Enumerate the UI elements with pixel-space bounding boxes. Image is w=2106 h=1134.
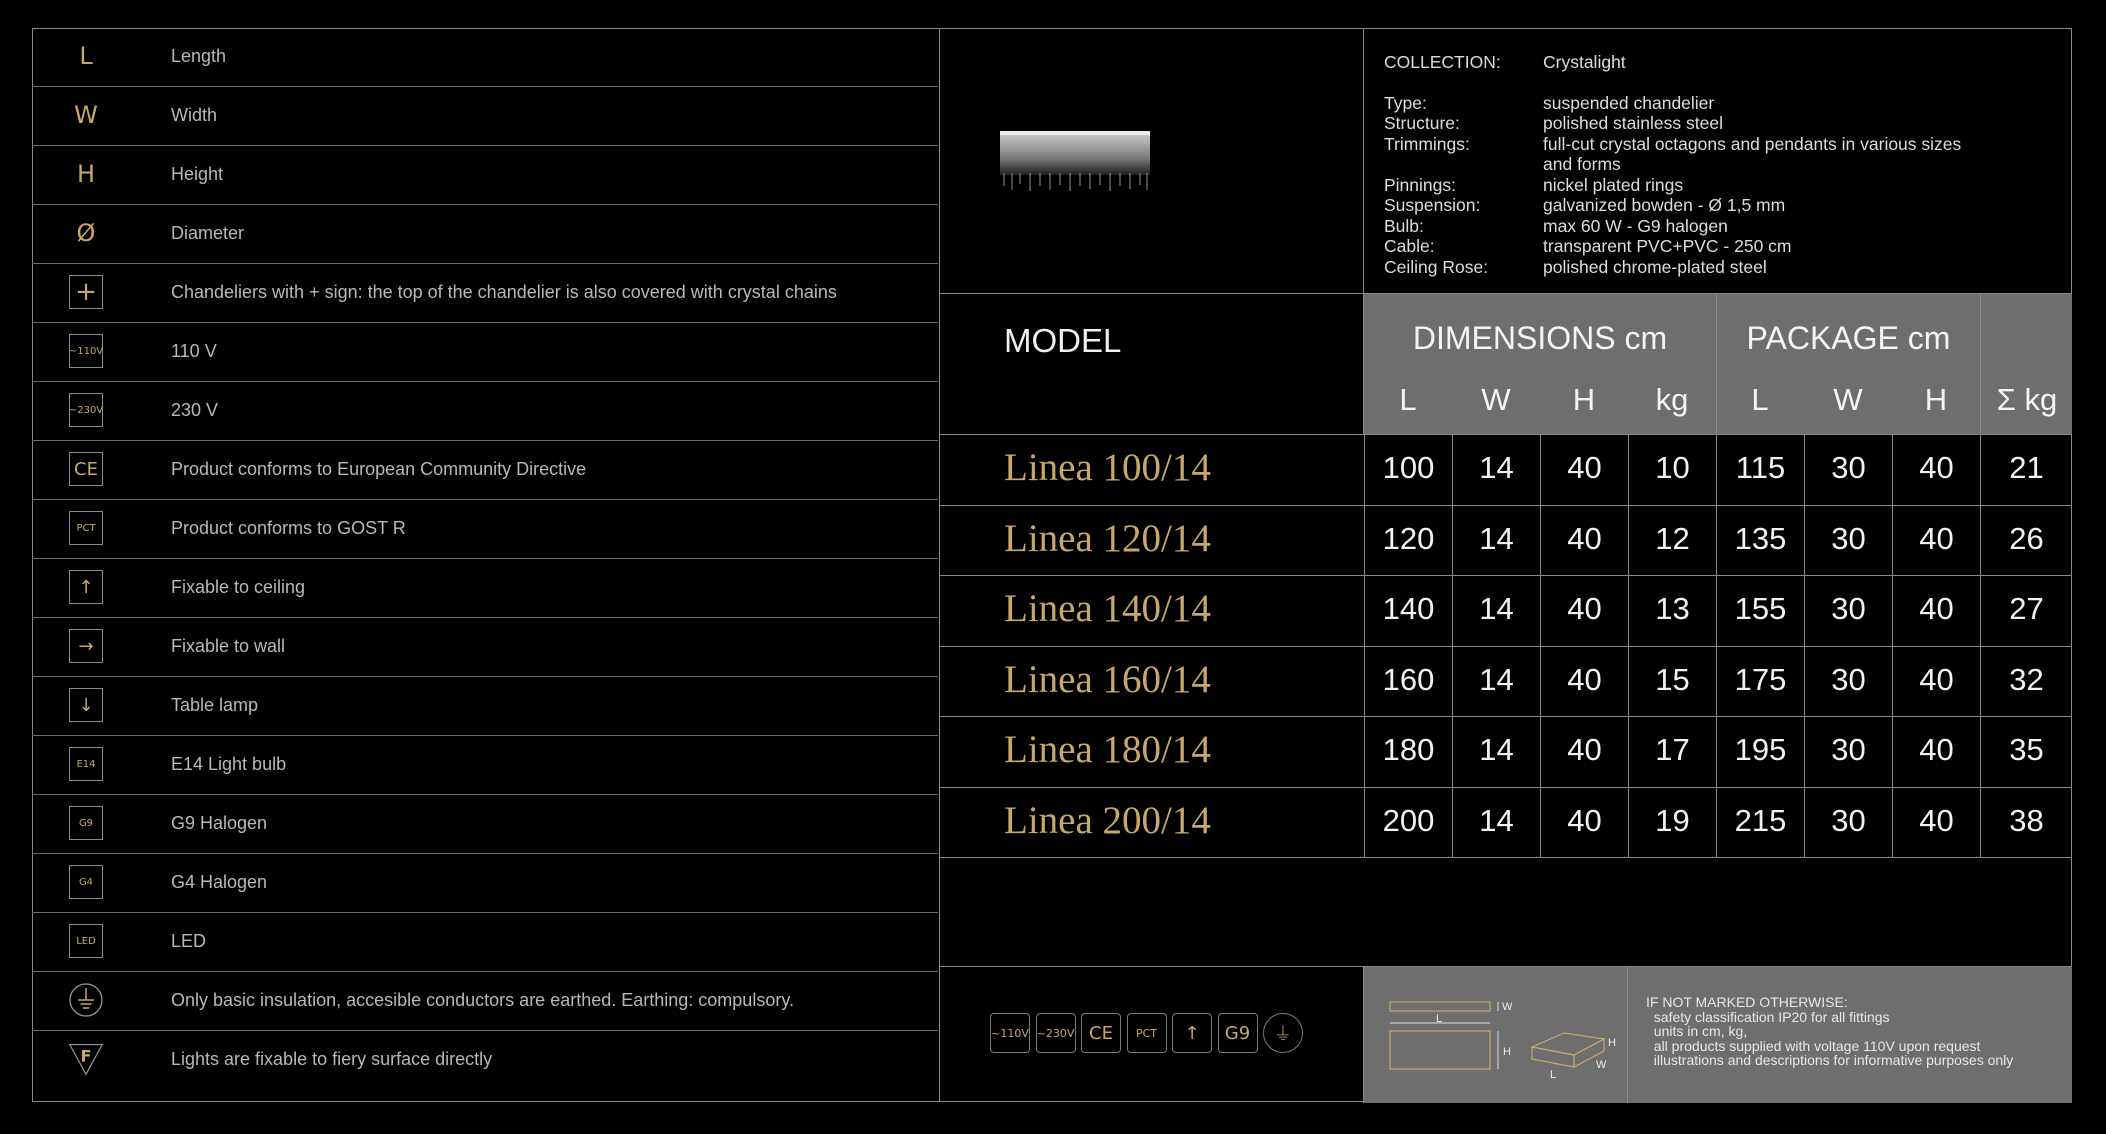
footer — [940, 966, 2072, 1102]
legend-label: G4 Halogen — [171, 872, 268, 892]
cell-l: 180 — [1364, 717, 1452, 787]
cell-pw: 30 — [1804, 717, 1892, 787]
table-row — [940, 575, 2072, 645]
cell-total: 35 — [1980, 717, 2072, 787]
cell-total: 26 — [1980, 506, 2072, 576]
ceiling-mount-icon — [1172, 1013, 1212, 1053]
legend-label: Width — [171, 105, 218, 125]
legend-icon-glyph: CE — [74, 458, 98, 480]
cell-l: 100 — [1364, 435, 1452, 505]
earthing-icon — [68, 982, 104, 1018]
spec-row — [1384, 113, 2072, 134]
spec-key: Bulb: — [1384, 215, 1424, 236]
legend-row — [32, 618, 938, 677]
dim-col-header: kg — [1655, 382, 1689, 417]
plus-sign-icon: + — [68, 274, 104, 310]
dimension-diagram-svg — [1364, 967, 1628, 1103]
collection-row — [1384, 52, 2072, 73]
legend-label: Chandeliers with + sign: the top of the chandelier is also covered with crystal chains — [171, 282, 837, 302]
cell-pw: 30 — [1804, 576, 1892, 646]
spec-key: Type: — [1384, 92, 1427, 113]
legend-label: Product conforms to European Community Directive — [171, 459, 587, 479]
legend-label: Fixable to ceiling — [171, 577, 306, 597]
legend-label: Table lamp — [171, 695, 259, 715]
diagram-h2-label: H — [1608, 1037, 1616, 1049]
dimensions-header: DIMENSIONS cm — [1412, 320, 1668, 356]
table-row — [940, 646, 2072, 716]
height-letter-icon — [68, 156, 104, 192]
cell-pl: 195 — [1716, 717, 1804, 787]
ce-mark-icon — [1081, 1013, 1121, 1053]
cell-l: 160 — [1364, 647, 1452, 717]
cell-h: 40 — [1540, 717, 1628, 787]
legend-label: E14 Light bulb — [171, 754, 287, 774]
legend-label: Product conforms to GOST R — [171, 518, 406, 538]
cell-kg: 12 — [1628, 506, 1716, 576]
cell-pl: 215 — [1716, 788, 1804, 858]
spec-row — [1384, 93, 2072, 114]
spec-row — [1384, 134, 2072, 175]
cell-w: 14 — [1452, 788, 1540, 858]
legend-icon-glyph: E14 — [76, 758, 96, 770]
gost-r-icon — [1127, 1013, 1167, 1053]
e14-bulb-icon — [68, 746, 104, 782]
footer-icon-glyph: CE — [1089, 1022, 1113, 1044]
legend-label: Fixable to wall — [171, 636, 286, 656]
cell-h: 40 — [1540, 788, 1628, 858]
product-sheet — [940, 28, 2072, 1102]
spec-value: max 60 W - G9 halogen — [1543, 215, 1728, 236]
cell-w: 14 — [1452, 506, 1540, 576]
230v-icon — [1036, 1013, 1076, 1053]
model-name: Linea 200/14 — [1004, 798, 1211, 842]
cell-total: 21 — [1980, 435, 2072, 505]
cell-w: 14 — [1452, 435, 1540, 505]
dim-col-header: H — [1572, 382, 1596, 417]
spec-value: galvanized bowden - Ø 1,5 mm — [1543, 195, 1786, 215]
g4-halogen-icon — [68, 864, 104, 900]
legend-row — [32, 1031, 938, 1090]
legend-label: Length — [171, 46, 227, 66]
legend-icon-glyph: L — [79, 42, 93, 70]
footer-notes — [1628, 967, 2072, 1103]
chandelier-image — [940, 28, 1364, 294]
ce-mark-icon — [68, 451, 104, 487]
spec-value: suspended chandelier — [1543, 92, 1715, 113]
cell-pl: 175 — [1716, 647, 1804, 717]
cell-kg: 10 — [1628, 435, 1716, 505]
pkg-col-header: H — [1924, 382, 1948, 417]
cell-ph: 40 — [1892, 576, 1980, 646]
legend-row — [32, 441, 938, 500]
cell-pl: 135 — [1716, 506, 1804, 576]
cell-h: 40 — [1540, 576, 1628, 646]
legend-row — [32, 323, 938, 382]
cell-pw: 30 — [1804, 506, 1892, 576]
footer-icons — [940, 967, 1364, 1103]
spec-row — [1384, 216, 2072, 237]
footer-icon-glyph: ↑ — [1184, 1022, 1200, 1044]
dim-col-header: W — [1481, 382, 1511, 417]
width-letter-icon — [68, 97, 104, 133]
pkg-col-header: W — [1833, 382, 1863, 417]
svg-text:F: F — [80, 1046, 92, 1066]
cell-h: 40 — [1540, 506, 1628, 576]
legend-label: Only basic insulation, accesible conductors are earthed. Earthing: compulsory. — [171, 990, 794, 1010]
cell-pl: 155 — [1716, 576, 1804, 646]
model-name: Linea 100/14 — [1004, 446, 1211, 489]
dimension-diagram — [1364, 967, 1628, 1103]
legend-icon-glyph: G4 — [78, 876, 94, 888]
table-row — [940, 787, 2072, 857]
legend-icon-glyph: ↑ — [78, 576, 94, 598]
spec-row — [1384, 236, 2072, 257]
legend-icon-glyph: W — [74, 101, 98, 129]
spec-key: Pinnings: — [1384, 174, 1456, 195]
cell-ph: 40 — [1892, 435, 1980, 505]
legend-row — [32, 264, 938, 323]
cell-ph: 40 — [1892, 506, 1980, 576]
cell-total: 38 — [1980, 788, 2072, 858]
cell-ph: 40 — [1892, 788, 1980, 858]
wall-mount-icon — [68, 628, 104, 664]
dim-col-header: L — [1399, 382, 1417, 417]
spec-value: transparent PVC+PVC - 250 cm — [1543, 236, 1792, 256]
legend-row — [32, 913, 938, 972]
total-header-cell — [1980, 294, 2072, 434]
diagram-l-label: L — [1436, 1013, 1443, 1025]
legend-row — [32, 677, 938, 736]
table-bottom-rule — [940, 857, 2072, 858]
diagram-h-label: H — [1503, 1046, 1511, 1058]
model-header-cell — [940, 294, 1364, 434]
cell-l: 200 — [1364, 788, 1452, 858]
table-lamp-icon — [68, 687, 104, 723]
g9-halogen-icon — [68, 805, 104, 841]
legend-icon-glyph: ~230V — [68, 404, 104, 416]
legend-row — [32, 500, 938, 559]
collection-value: Crystalight — [1543, 52, 1626, 72]
cell-kg: 15 — [1628, 647, 1716, 717]
legend-row — [32, 87, 938, 146]
footer-icon-glyph: PCT — [1135, 1026, 1158, 1040]
legend-row — [32, 382, 938, 441]
legend-row — [32, 205, 938, 264]
diagram-w2-label: W — [1596, 1059, 1607, 1071]
legend-row — [32, 146, 938, 205]
spec-row — [1384, 257, 2072, 278]
model-name: Linea 120/14 — [1004, 516, 1211, 560]
legend-icon-glyph: H — [76, 160, 96, 188]
legend-label: 230 V — [171, 400, 219, 420]
legend-label: Height — [171, 164, 224, 184]
product-photo-cell — [940, 28, 1364, 294]
cell-kg: 13 — [1628, 576, 1716, 646]
legend-icon-glyph: Ø — [76, 219, 96, 247]
legend-row — [32, 972, 938, 1031]
cell-pw: 30 — [1804, 788, 1892, 858]
package-header: PACKAGE cm — [1746, 320, 1951, 356]
230v-icon — [68, 392, 104, 428]
spec-row — [1384, 175, 2072, 196]
length-letter-icon — [68, 38, 104, 74]
note-line: IF NOT MARKED OTHERWISE: — [1646, 994, 1848, 1010]
legend-icon-glyph: → — [78, 635, 94, 657]
pkg-col-header: L — [1751, 382, 1769, 417]
total-header: Σ kg — [1996, 382, 2058, 417]
110v-icon — [990, 1013, 1030, 1053]
legend-icon-glyph: ↓ — [78, 694, 94, 716]
fiery-surface-icon — [68, 1041, 104, 1077]
legend-icon-glyph: PCT — [76, 522, 96, 534]
spec-row — [1384, 195, 2072, 216]
model-name: Linea 140/14 — [1004, 587, 1211, 630]
led-icon — [68, 923, 104, 959]
table-row — [940, 434, 2072, 504]
table-row — [940, 505, 2072, 575]
collection-key: COLLECTION: — [1384, 52, 1501, 72]
cell-ph: 40 — [1892, 717, 1980, 787]
legend-icon-glyph: G9 — [78, 817, 94, 829]
cell-h: 40 — [1540, 435, 1628, 505]
legend-row — [32, 795, 938, 854]
spec-value: full-cut crystal octagons and pendants in various sizes and forms — [1543, 133, 1962, 174]
cell-pl: 115 — [1716, 435, 1804, 505]
note-line: illustrations and descriptions for informative purposes only — [1646, 1052, 2014, 1069]
spec-value: polished chrome-plated steel — [1543, 256, 1767, 277]
spec-key: Ceiling Rose: — [1384, 256, 1489, 277]
cell-total: 32 — [1980, 647, 2072, 717]
footer-icon-glyph: G9 — [1224, 1022, 1251, 1044]
spec-key: Cable: — [1384, 236, 1435, 256]
cell-ph: 40 — [1892, 647, 1980, 717]
earthing-icon — [1263, 1013, 1303, 1053]
legend-row — [32, 559, 938, 618]
110v-icon — [68, 333, 104, 369]
footer-icon-glyph: ~230V — [1036, 1026, 1075, 1040]
cell-kg: 19 — [1628, 788, 1716, 858]
table-row — [940, 716, 2072, 786]
spec-value: polished stainless steel — [1543, 113, 1723, 133]
cell-l: 140 — [1364, 576, 1452, 646]
legend-icon-glyph: LED — [76, 935, 96, 947]
footer-icon-glyph: ⏚ — [1274, 1024, 1292, 1045]
cell-kg: 17 — [1628, 717, 1716, 787]
note-line: units in cm, kg, — [1646, 1023, 1748, 1040]
spec-value: nickel plated rings — [1543, 174, 1684, 195]
legend-label: Diameter — [171, 223, 245, 243]
gost-r-icon — [68, 510, 104, 546]
legend-row — [32, 736, 938, 795]
legend-panel — [32, 28, 940, 1102]
legend-label: 110 V — [171, 341, 217, 361]
footer-icon-glyph: ~110V — [991, 1026, 1029, 1040]
cell-pw: 30 — [1804, 435, 1892, 505]
legend-row — [32, 28, 938, 87]
spec-key: Suspension: — [1384, 195, 1481, 215]
legend-label: LED — [171, 931, 207, 951]
cell-w: 14 — [1452, 647, 1540, 717]
diameter-icon — [68, 215, 104, 251]
model-name: Linea 160/14 — [1004, 657, 1211, 701]
diagram-l2-label: L — [1550, 1069, 1557, 1081]
cell-w: 14 — [1452, 717, 1540, 787]
ceiling-mount-icon — [68, 569, 104, 605]
note-line: all products supplied with voltage 110V upon request — [1646, 1037, 1981, 1054]
legend-label: Lights are fixable to fiery surface directly — [171, 1049, 493, 1069]
diagram-w-label: W — [1502, 1001, 1513, 1013]
cell-h: 40 — [1540, 647, 1628, 717]
model-header: MODEL — [1004, 322, 1122, 359]
specifications — [1364, 28, 2072, 294]
legend-row — [32, 854, 938, 913]
spec-key: Trimmings: — [1384, 133, 1470, 154]
spec-key: Structure: — [1384, 113, 1460, 133]
legend-icon-glyph: ~110V — [68, 345, 104, 357]
g9-halogen-icon — [1218, 1013, 1258, 1053]
cell-w: 14 — [1452, 576, 1540, 646]
cell-total: 27 — [1980, 576, 2072, 646]
note-line: safety classification IP20 for all fittings — [1646, 1008, 1890, 1025]
cell-pw: 30 — [1804, 647, 1892, 717]
legend-label: G9 Halogen — [171, 813, 268, 833]
cell-l: 120 — [1364, 506, 1452, 576]
model-name: Linea 180/14 — [1004, 728, 1211, 771]
